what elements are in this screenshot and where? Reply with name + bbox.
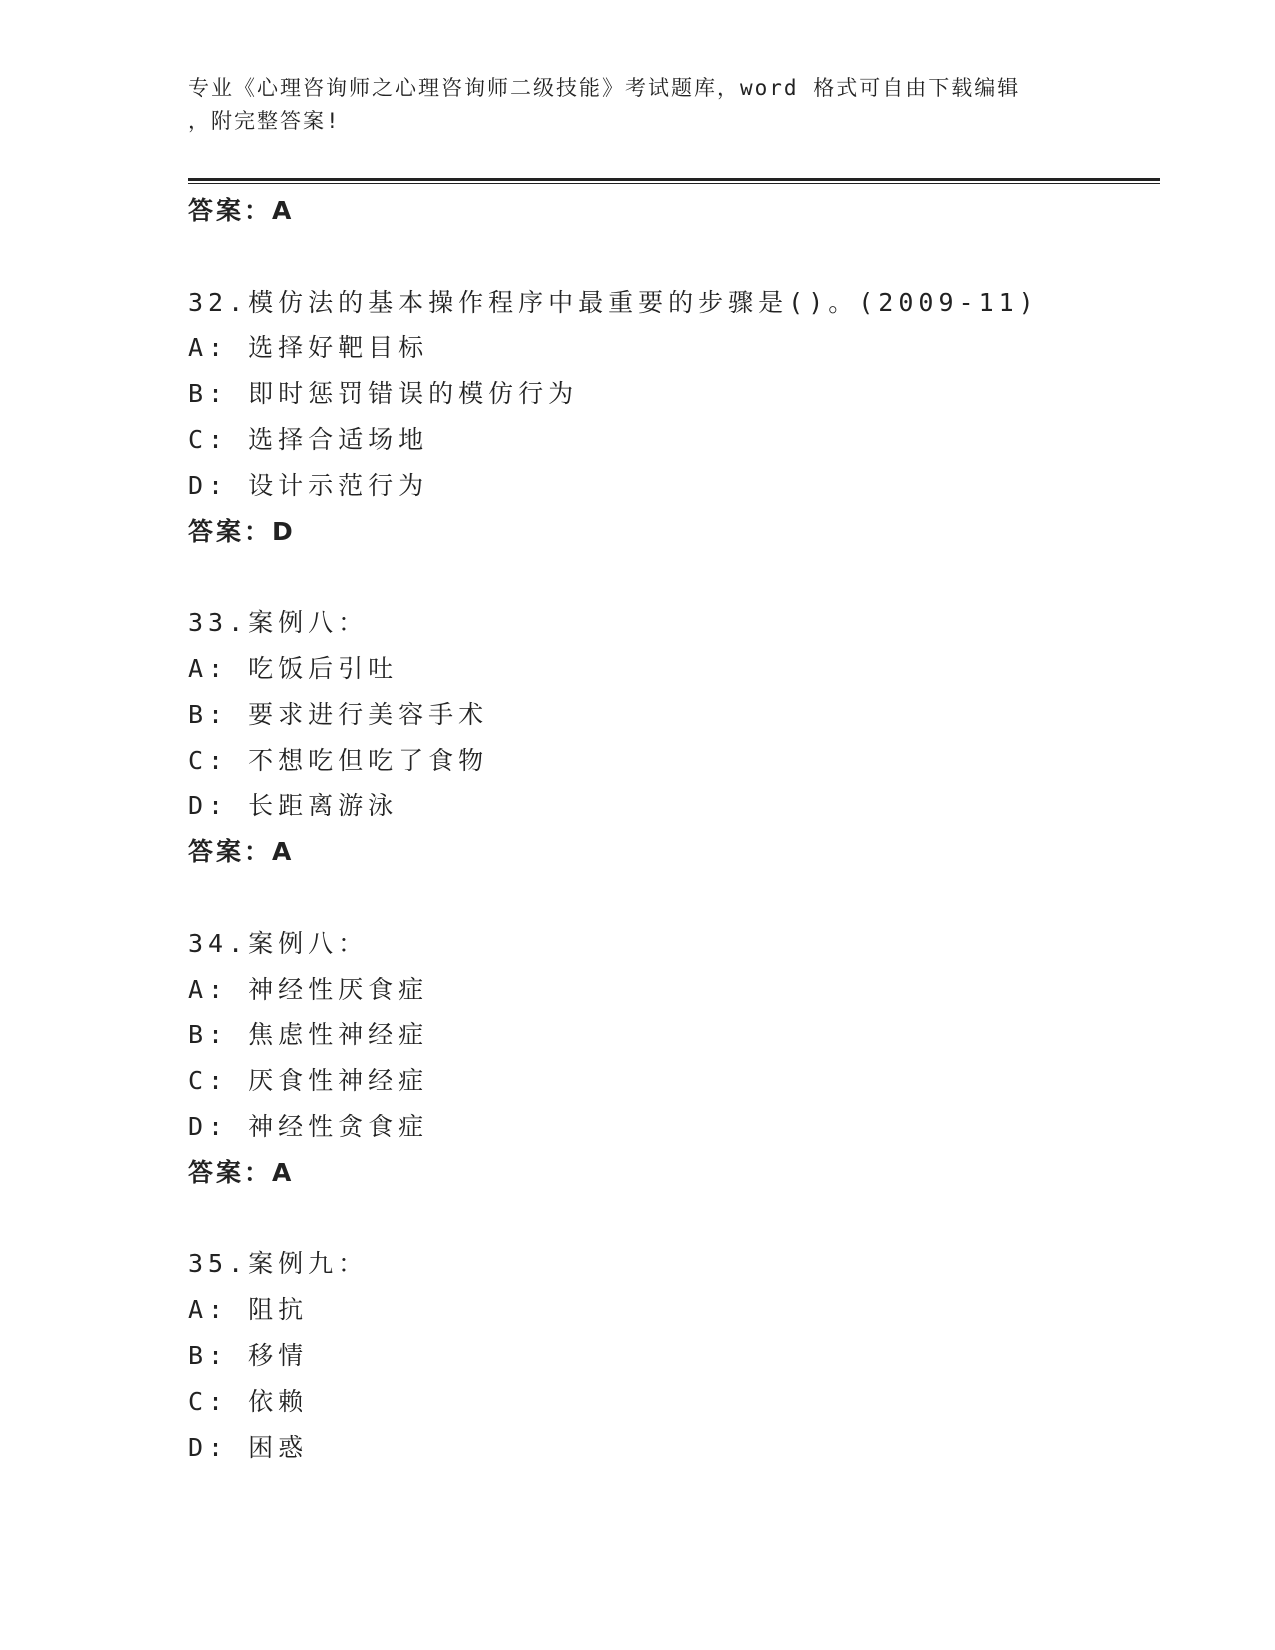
question-35 [188, 1241, 1188, 1470]
option-d: D: 设计示范行为 [188, 470, 429, 500]
option-d: D: 神经性贪食症 [188, 1111, 429, 1141]
header-line-2: ，附完整答案! [188, 109, 341, 133]
answer-line: 答案：A [188, 1157, 295, 1187]
option-a: A: 选择好靶目标 [188, 333, 429, 363]
question-32 [188, 280, 1188, 555]
option-a: A: 吃饭后引吐 [188, 653, 399, 683]
option-d: D: 长距离游泳 [188, 791, 399, 821]
option-b: B: 要求进行美容手术 [188, 699, 489, 729]
header-line-1: 专业《心理咨询师之心理咨询师二级技能》考试题库，word 格式可自由下载编辑 [188, 76, 1021, 100]
question-stem: 32.模仿法的基本操作程序中最重要的步骤是()。(2009-11) [188, 287, 1039, 317]
question-stem: 33.案例八： [188, 608, 369, 638]
option-b: B: 移情 [188, 1340, 309, 1370]
option-c: C: 选择合适场地 [188, 424, 429, 454]
answer-line: 答案：A [188, 837, 295, 867]
option-d: D: 困惑 [188, 1432, 309, 1462]
option-b: B: 即时惩罚错误的模仿行为 [188, 379, 579, 409]
option-b: B: 焦虑性神经症 [188, 1020, 429, 1050]
option-c: C: 不想吃但吃了食物 [188, 745, 489, 775]
option-a: A: 神经性厌食症 [188, 974, 429, 1004]
document-header [188, 72, 1068, 138]
option-a: A: 阻抗 [188, 1295, 309, 1325]
option-c: C: 依赖 [188, 1386, 309, 1416]
question-list [188, 188, 1188, 1470]
question-33 [188, 600, 1188, 875]
question-stem: 35.案例九： [188, 1249, 369, 1279]
answer-line: 答案：A [188, 196, 295, 225]
question-stem: 34.案例八： [188, 928, 369, 958]
answer-line: 答案：D [188, 516, 296, 546]
question-34 [188, 921, 1188, 1196]
option-c: C: 厌食性神经症 [188, 1066, 429, 1096]
header-divider [188, 178, 1160, 184]
